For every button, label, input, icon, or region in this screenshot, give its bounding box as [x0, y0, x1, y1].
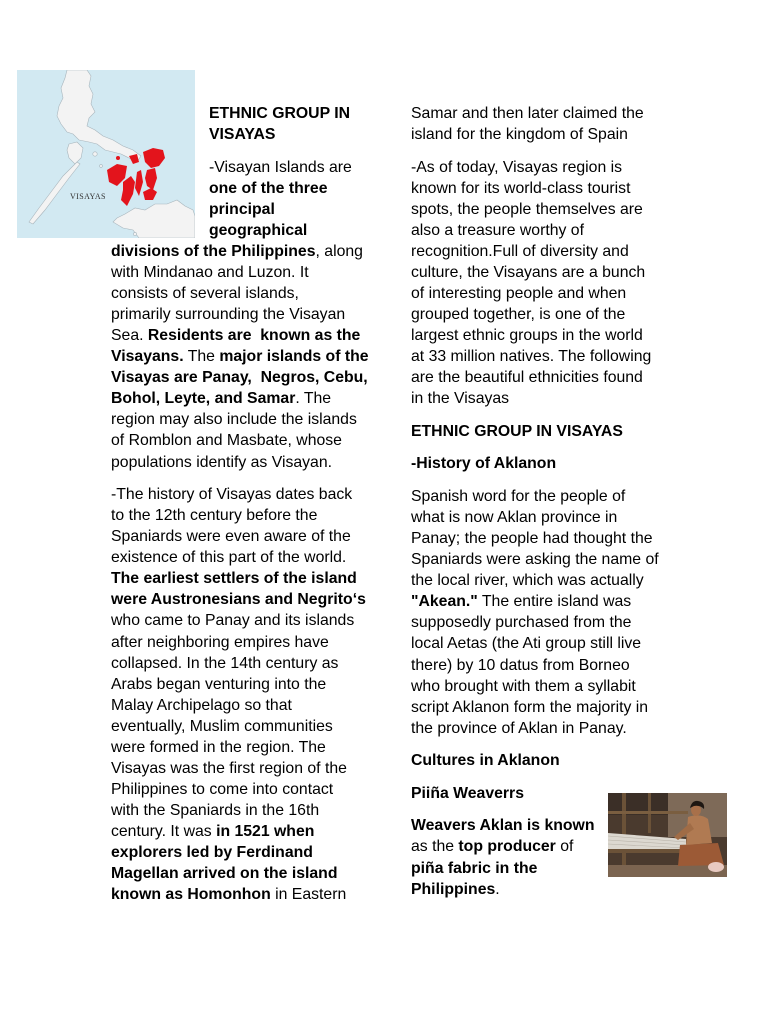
text-line [111, 568, 383, 589]
text-run: VISAYAS [209, 126, 276, 144]
text-run: Piiña Weaverrs [411, 784, 524, 802]
text-line [411, 388, 711, 409]
text-line [111, 388, 383, 409]
text-line [411, 453, 711, 474]
text-run: in Eastern [270, 886, 347, 904]
text-run: also a treasure worthy of [411, 221, 584, 239]
weaver-photo-graphic [608, 793, 727, 877]
bold-text-run: Visayans. [111, 348, 184, 366]
text-run: -As of today, Visayas region is [411, 158, 623, 176]
text-line [411, 157, 711, 178]
text-run: century. It was [111, 823, 217, 841]
text-run: of Romblon and Masbate, whose [111, 432, 342, 450]
text-run: of [555, 838, 574, 856]
text-line [111, 409, 383, 430]
text-run: Sea. [111, 327, 148, 345]
bold-text-run: known as Homonhon [111, 886, 271, 904]
text-line [411, 655, 711, 676]
text-line [411, 304, 711, 325]
text-run: Visayas was the first region of the [111, 759, 347, 777]
bold-text-run: "Akean." [411, 593, 478, 611]
bold-text-run: one of the three [209, 179, 328, 197]
text-line [411, 178, 711, 199]
text-run: who came to Panay and its islands [111, 612, 355, 630]
section-heading [411, 421, 711, 442]
text-run: in the Visayas [411, 390, 510, 408]
text-run: -Visayan Islands are [209, 158, 352, 176]
text-line [111, 367, 383, 388]
bold-text-run: The earliest settlers of the island [111, 570, 357, 588]
text-line [111, 653, 383, 674]
text-line [411, 612, 711, 633]
text-run: Samar and then later claimed the [411, 105, 644, 122]
text-line [111, 737, 383, 758]
loom-beam [608, 811, 688, 814]
text-line [411, 262, 711, 283]
bold-text-run: geographical [209, 221, 308, 239]
text-run: who brought with them a syllabit [411, 677, 636, 695]
text-run: Philippines to come into contact [111, 780, 334, 798]
text-run: there) by 10 datus from Borneo [411, 656, 630, 674]
text-line [411, 633, 711, 654]
text-run: The [183, 348, 220, 366]
text-run: the province of Aklan in Panay. [411, 719, 627, 737]
text-line [111, 695, 383, 716]
text-line [411, 697, 711, 718]
text-line [411, 283, 711, 304]
text-run: populations identify as Visayan. [111, 453, 333, 471]
body-paragraph [111, 484, 383, 905]
text-run: , along [315, 242, 363, 260]
text-run: Spanish word for the people of [411, 488, 626, 505]
text-run: at 33 million natives. The following [411, 348, 652, 366]
text-line [411, 718, 711, 739]
text-run: Malay Archipelago so that [111, 696, 292, 714]
text-line [411, 528, 711, 549]
body-paragraph [411, 103, 711, 145]
text-run: Arabs began venturing into the [111, 675, 327, 693]
bold-text-run: divisions of the Philippines [111, 242, 316, 260]
body-paragraph [411, 157, 711, 410]
text-run: as the [411, 838, 459, 856]
text-run: existence of this part of the world. [111, 549, 347, 567]
text-run: known for its world-class tourist [411, 179, 631, 197]
text-run: with the Spaniards in the 16th [111, 802, 320, 819]
text-line [111, 304, 383, 325]
text-run: the local river, which was actually [411, 572, 644, 590]
left-column [111, 103, 383, 917]
text-run: Panay; the people had thought the [411, 530, 653, 548]
text-run: largest ethnic groups in the world [411, 327, 643, 345]
text-line [411, 325, 711, 346]
text-line [111, 842, 383, 863]
text-line [111, 262, 383, 283]
text-line [111, 884, 383, 905]
body-paragraph [411, 486, 711, 739]
text-run: script Aklanon form the majority in [411, 698, 649, 716]
text-line [111, 325, 383, 346]
text-line [111, 484, 383, 505]
text-line [411, 124, 711, 145]
text-line [111, 241, 383, 262]
bold-text-run: Magellan arrived on the island [111, 865, 338, 883]
text-line [411, 486, 711, 507]
right-column [411, 103, 711, 911]
text-run: culture, the Visayans are a bunch [411, 263, 646, 281]
text-run: island for the kingdom of Spain [411, 126, 628, 144]
text-run: Cultures in Aklanon [411, 752, 560, 770]
bold-text-run: Weavers Aklan is known [411, 817, 595, 835]
text-run: Spaniards were asking the name of [411, 551, 659, 569]
text-line [111, 632, 383, 653]
text-run: -History of Aklanon [411, 455, 557, 473]
text-run: . [495, 880, 500, 898]
text-line [111, 430, 383, 451]
bold-text-run: Visayas are Panay, Negros, Cebu, [111, 369, 368, 387]
text-run: were formed in the region. The [111, 738, 326, 756]
cloth-bundle [708, 862, 724, 872]
small-island [100, 165, 103, 168]
text-line [111, 674, 383, 695]
text-line [411, 591, 711, 612]
text-line [411, 507, 711, 528]
text-run: eventually, Muslim communities [111, 717, 333, 735]
text-run: what is now Aklan province in [411, 509, 618, 527]
text-line [411, 367, 711, 388]
text-line [111, 505, 383, 526]
text-line [111, 526, 383, 547]
text-line [411, 103, 711, 124]
text-run: with Mindanao and Luzon. It [111, 263, 309, 281]
text-line [411, 241, 711, 262]
text-line [411, 570, 711, 591]
text-line [111, 779, 383, 800]
bold-text-run: major islands of the [219, 348, 369, 366]
text-run: collapsed. In the 14th century as [111, 654, 339, 672]
text-line [411, 879, 711, 900]
section-heading [411, 750, 711, 771]
text-run: recognition.Full of diversity and [411, 242, 629, 260]
text-run: after neighboring empires have [111, 633, 329, 651]
text-run: spots, the people themselves are [411, 200, 643, 218]
text-run: ETHNIC GROUP IN VISAYAS [411, 422, 623, 440]
weaver-photo [608, 793, 727, 877]
bold-text-run: Residents are known as the [147, 327, 361, 345]
text-line [411, 676, 711, 697]
text-run: -The history of Visayas dates back [111, 486, 353, 504]
bold-text-run: were Austronesians and Negrito‘s [111, 591, 366, 609]
text-line [411, 199, 711, 220]
bold-text-run: principal [209, 200, 275, 218]
text-line [111, 589, 383, 610]
text-line [111, 716, 383, 737]
bold-text-run: explorers led by Ferdinand [111, 844, 313, 862]
bold-text-run: top producer [458, 838, 556, 856]
text-line [111, 821, 383, 842]
bold-text-run: piña fabric in the [411, 859, 538, 877]
text-run: grouped together, is one of the [411, 306, 626, 324]
text-line [411, 346, 711, 367]
text-run: primarily surrounding the Visayan [111, 306, 346, 324]
marinduque-island [93, 152, 97, 156]
text-line [111, 283, 383, 304]
text-line [111, 346, 383, 367]
text-run: are the beautiful ethnicities found [411, 369, 643, 387]
section-heading [411, 453, 711, 474]
bold-text-run: in 1521 when [216, 823, 315, 841]
loom-breast-beam [608, 849, 688, 853]
text-run: of interesting people and when [411, 285, 627, 302]
text-line [111, 758, 383, 779]
text-run: supposedly purchased from the [411, 614, 632, 632]
text-line [111, 547, 383, 568]
text-line [111, 800, 383, 821]
text-run: Spaniards were even aware of the [111, 528, 351, 546]
text-line [111, 452, 383, 473]
text-line [411, 750, 711, 771]
bold-text-run: Bohol, Leyte, and Samar [111, 390, 296, 408]
text-run: . The [295, 390, 332, 408]
text-run: region may also include the islands [111, 411, 357, 429]
text-run: local Aetas (the Ati group still live [411, 635, 642, 653]
text-line [411, 549, 711, 570]
text-run: ETHNIC GROUP IN [209, 105, 351, 122]
text-line [411, 421, 711, 442]
text-run: The entire island was [477, 593, 632, 611]
map-wrap-space [111, 103, 209, 231]
text-line [411, 220, 711, 241]
text-line [111, 863, 383, 884]
text-run: consists of several islands, [111, 285, 299, 302]
bold-text-run: Philippines [411, 880, 496, 898]
map-label: VISAYAS [70, 192, 106, 201]
text-line [111, 610, 383, 631]
text-run: to the 12th century before the [111, 507, 318, 525]
